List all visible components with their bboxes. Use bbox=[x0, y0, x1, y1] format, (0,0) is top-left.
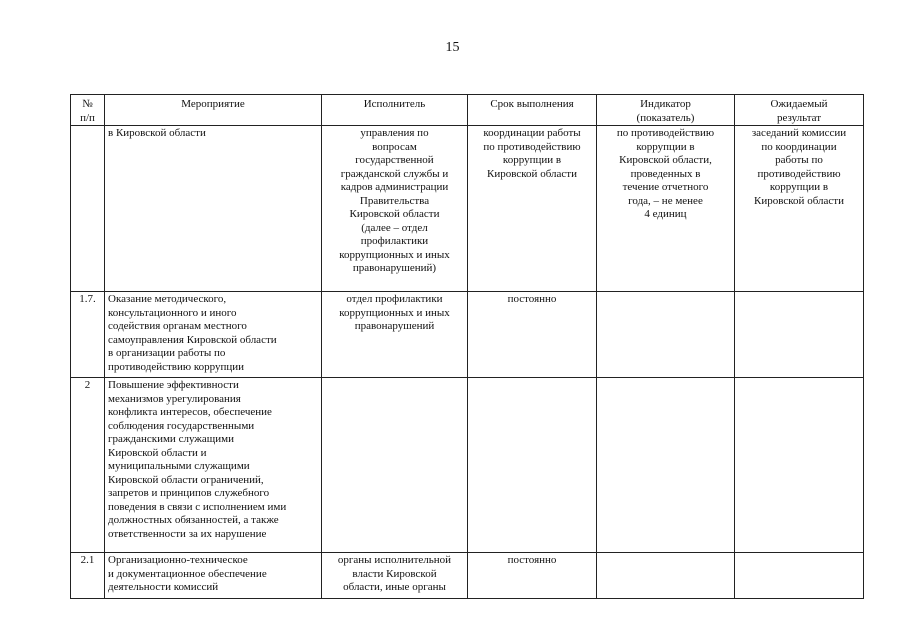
table-row bbox=[71, 126, 864, 292]
row-event: Повышение эффективности механизмов урегулирования конфликта интересов, обеспечение соблюдения государственными гражданскими служащими Кировской области и муниципальными служащими Кировской области ограничений, запретов и принципов служебного поведения в связи с исполнением ими должностных обязанностей, а также ответственности за их нарушение bbox=[105, 378, 322, 553]
row-executor: управления по вопросам государственной гражданской службы и кадров администрации Правительства Кировской области (далее – отдел профилактики коррупционных и иных правонарушений) bbox=[322, 126, 468, 292]
row-num: 1.7. bbox=[71, 292, 105, 378]
row-num: 2.1 bbox=[71, 553, 105, 599]
row-deadline bbox=[468, 378, 597, 553]
row-deadline: координации работы по противодействию коррупции в Кировской области bbox=[468, 126, 597, 292]
measures-table bbox=[70, 94, 864, 599]
row-event: Организационно-техническое и документационное обеспечение деятельности комиссий bbox=[105, 553, 322, 599]
row-executor: органы исполнительной власти Кировской области, иные органы bbox=[322, 553, 468, 599]
header-indicator: Индикатор (показатель) bbox=[597, 95, 735, 126]
header-result: Ожидаемый результат bbox=[735, 95, 864, 126]
table-header-row bbox=[71, 95, 864, 126]
header-event: Мероприятие bbox=[105, 95, 322, 126]
row-num: 2 bbox=[71, 378, 105, 553]
row-event: в Кировской области bbox=[105, 126, 322, 292]
row-result bbox=[735, 292, 864, 378]
header-executor: Исполнитель bbox=[322, 95, 468, 126]
row-indicator bbox=[597, 378, 735, 553]
row-result bbox=[735, 553, 864, 599]
table-row bbox=[71, 378, 864, 553]
row-deadline: постоянно bbox=[468, 292, 597, 378]
page-number: 15 bbox=[445, 40, 460, 55]
table-row bbox=[71, 292, 864, 378]
row-event: Оказание методического, консультационного и иного содействия органам местного самоуправления Кировской области в организации работы по противодействию коррупции bbox=[105, 292, 322, 378]
row-result: заседаний комиссии по координации работы по противодействию коррупции в Кировской области bbox=[735, 126, 864, 292]
header-deadline: Срок выполнения bbox=[468, 95, 597, 126]
row-executor bbox=[322, 378, 468, 553]
row-deadline: постоянно bbox=[468, 553, 597, 599]
row-num bbox=[71, 126, 105, 292]
header-num: № п/п bbox=[71, 95, 105, 126]
row-indicator bbox=[597, 292, 735, 378]
row-indicator bbox=[597, 553, 735, 599]
row-indicator: по противодействию коррупции в Кировской области, проведенных в течение отчетного года, – не менее 4 единиц bbox=[597, 126, 735, 292]
table-row bbox=[71, 553, 864, 599]
row-result bbox=[735, 378, 864, 553]
row-executor: отдел профилактики коррупционных и иных правонарушений bbox=[322, 292, 468, 378]
